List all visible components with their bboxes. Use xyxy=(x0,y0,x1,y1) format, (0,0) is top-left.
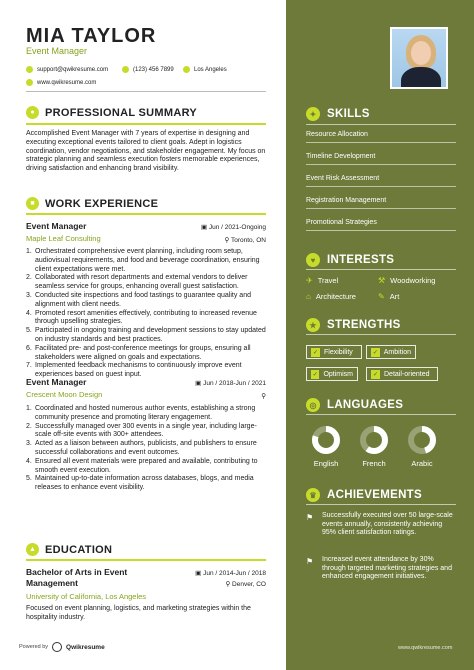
strength-tag: ✓ Ambition xyxy=(366,345,416,359)
list-item: 4. Promoted resort amenities effectively, contributing to increased revenue through upselling strategies. xyxy=(26,309,257,326)
education-location: ⚲ Denver, CO xyxy=(225,581,266,588)
education-rule xyxy=(26,559,266,561)
list-item: 6. Facilitated pre- and post-conference meetings for groups, ensuring all stakeholders were aligned on goals and expectations. xyxy=(26,344,251,361)
email-icon xyxy=(26,66,33,73)
list-item: 4. Ensured all event materials were prepared and available, contributing to smooth event execution. xyxy=(26,457,258,474)
interest-travel: ✈ Travel xyxy=(306,276,339,285)
skills-heading: ✦ SKILLS xyxy=(306,107,370,121)
job-title: Event Manager xyxy=(26,377,87,387)
job-location: ⚲ Toronto, ON xyxy=(224,237,266,244)
hammer-icon: ⚒ xyxy=(378,276,386,285)
contact-website: www.qwikresume.com xyxy=(26,79,96,86)
summary-heading: ● PROFESSIONAL SUMMARY xyxy=(26,106,197,119)
language-level-ring xyxy=(359,425,389,455)
languages-heading: ◎ LANGUAGES xyxy=(306,398,403,412)
skill-item: Timeline Development xyxy=(306,153,456,165)
education-heading: ▲ EDUCATION xyxy=(26,543,112,556)
briefcase-icon: ■ xyxy=(26,197,39,210)
footer-branding: Powered by Qwikresume xyxy=(19,643,105,651)
education-dates: ▣ Jun / 2014-Jun / 2018 xyxy=(195,570,266,577)
trophy-icon: ♛ xyxy=(306,488,320,502)
check-icon: ✓ xyxy=(312,349,319,356)
contact-email: support@qwikresume.com xyxy=(26,66,108,73)
interests-rule xyxy=(306,269,456,270)
achievements-heading: ♛ ACHIEVEMENTS xyxy=(306,488,422,502)
summary-text: Accomplished Event Manager with 7 years of expertise in designing and executing exceptional events tailored to client goals. Adept in logistics coordination, vendor negotiations, and stakeholder engagement. My focus on strategic planning and seamless execution fosters memorable experiences, driving satisfaction and enhancing brand visibility. xyxy=(26,130,266,173)
brush-icon: ✎ xyxy=(378,292,385,301)
interest-architecture: ⌂ Architecture xyxy=(306,292,356,301)
contact-location: Los Angeles xyxy=(183,66,227,73)
interest-art: ✎ Art xyxy=(378,292,400,301)
job-dates: ▣ Jun / 2018-Jun / 2021 xyxy=(195,380,266,387)
list-item: 1. Coordinated and hosted numerous author events, establishing a strong community presence and promoting literary engagement. xyxy=(26,405,256,421)
profile-photo xyxy=(390,27,448,89)
bulb-icon: ✦ xyxy=(306,107,320,121)
language-arabic: Arabic xyxy=(402,425,442,468)
experience-heading: ■ WORK EXPERIENCE xyxy=(26,197,158,210)
job-location-icon: ⚲ xyxy=(261,393,266,400)
job-title: Event Manager xyxy=(26,221,87,231)
skill-item: Resource Allocation xyxy=(306,131,456,143)
star-icon: ★ xyxy=(306,318,320,332)
job-dates: ▣ Jun / 2021-Ongoing xyxy=(200,224,266,231)
list-item: 2. Collaborated with resort departments and external vendors to deliver seamless service for groups, enhancing overall guest satisfaction. xyxy=(26,274,248,291)
strength-tag: ✓ Optimism xyxy=(306,367,358,381)
plane-icon: ✈ xyxy=(306,276,313,285)
language-french: French xyxy=(354,425,394,468)
flag-icon: ⚑ xyxy=(306,513,314,522)
check-icon: ✓ xyxy=(372,349,378,356)
footer-website: www.qwikresume.com xyxy=(398,645,453,651)
contact-phone: (123) 456 7899 xyxy=(122,66,174,73)
list-item: 3. Acted as a liaison between authors, publicists, and publishers to ensure successful collaborations and event outcomes. xyxy=(26,440,257,456)
degree-title: Bachelor of Arts in Event Management xyxy=(26,567,128,588)
flag-icon: ⚑ xyxy=(306,557,314,566)
location-icon xyxy=(183,66,190,73)
compass-icon: ⌂ xyxy=(306,292,311,301)
job-bullets xyxy=(26,248,268,380)
interests-heading: ♥ INTERESTS xyxy=(306,253,394,267)
achievement-item: ⚑ Successfully executed over 50 large-scale events annually, consistently achieving 95% client satisfaction ratings. xyxy=(306,512,453,537)
skill-item: Event Risk Assessment xyxy=(306,175,456,187)
person-icon: ● xyxy=(26,106,39,119)
summary-rule xyxy=(26,123,266,125)
heart-icon: ♥ xyxy=(306,253,320,267)
list-item: 7. Implemented feedback mechanisms to continuously improve event experiences based on guest input. xyxy=(26,362,242,379)
check-icon: ✓ xyxy=(312,371,318,378)
globe-icon xyxy=(26,79,33,86)
achievement-item: ⚑ Increased event attendance by 30% through targeted marketing strategies and enhanced engagement initiatives. xyxy=(306,556,452,581)
job-company: Maple Leaf Consulting xyxy=(26,234,101,243)
list-item: 3. Conducted site inspections and food tastings to guarantee quality and alignment with client needs. xyxy=(26,291,251,308)
experience-rule xyxy=(26,213,266,215)
phone-icon xyxy=(122,66,129,73)
achievements-rule xyxy=(306,504,456,505)
job-bullets xyxy=(26,405,268,493)
strength-tag: ✓ Flexibility xyxy=(306,345,362,359)
strengths-rule xyxy=(306,334,456,335)
strengths-heading: ★ STRENGTHS xyxy=(306,318,401,332)
qwikresume-logo-icon xyxy=(52,642,62,652)
skill-item: Registration Management xyxy=(306,197,456,209)
skill-item: Promotional Strategies xyxy=(306,219,456,231)
education-text: Focused on event planning, logistics, and marketing strategies within the hospitality industry. xyxy=(26,605,251,621)
candidate-name: MIA TAYLOR xyxy=(26,25,157,47)
job-company: Crescent Moon Design xyxy=(26,390,103,399)
globe-icon: ◎ xyxy=(306,398,320,412)
header-divider xyxy=(26,91,266,92)
languages-rule xyxy=(306,414,456,415)
school-name: University of California, Los Angeles xyxy=(26,592,147,601)
list-item: 5. Participated in ongoing training and development sessions to stay updated on industry standards and best practices. xyxy=(26,327,266,343)
list-item: 1. Orchestrated comprehensive event planning, including room setup, audiovisual requirements, and food and beverage coordination, ensuring client expectations were met. xyxy=(26,248,260,273)
candidate-role: Event Manager xyxy=(26,46,88,56)
strength-tag: ✓ Detail-oriented xyxy=(366,367,438,381)
list-item: 2. Successfully managed over 300 events in a single year, including large-scale off-site events with 300+ attendees. xyxy=(26,422,257,439)
interest-woodworking: ⚒ Woodworking xyxy=(378,276,436,285)
skills-rule xyxy=(306,124,456,125)
language-level-ring xyxy=(311,425,341,455)
graduation-cap-icon: ▲ xyxy=(26,543,39,556)
language-level-ring xyxy=(407,425,437,455)
language-english: English xyxy=(306,425,346,468)
list-item: 5. Maintained up-to-date information across databases, blogs, and media releases to enhance event visibility. xyxy=(26,475,254,492)
check-icon: ✓ xyxy=(372,371,379,378)
